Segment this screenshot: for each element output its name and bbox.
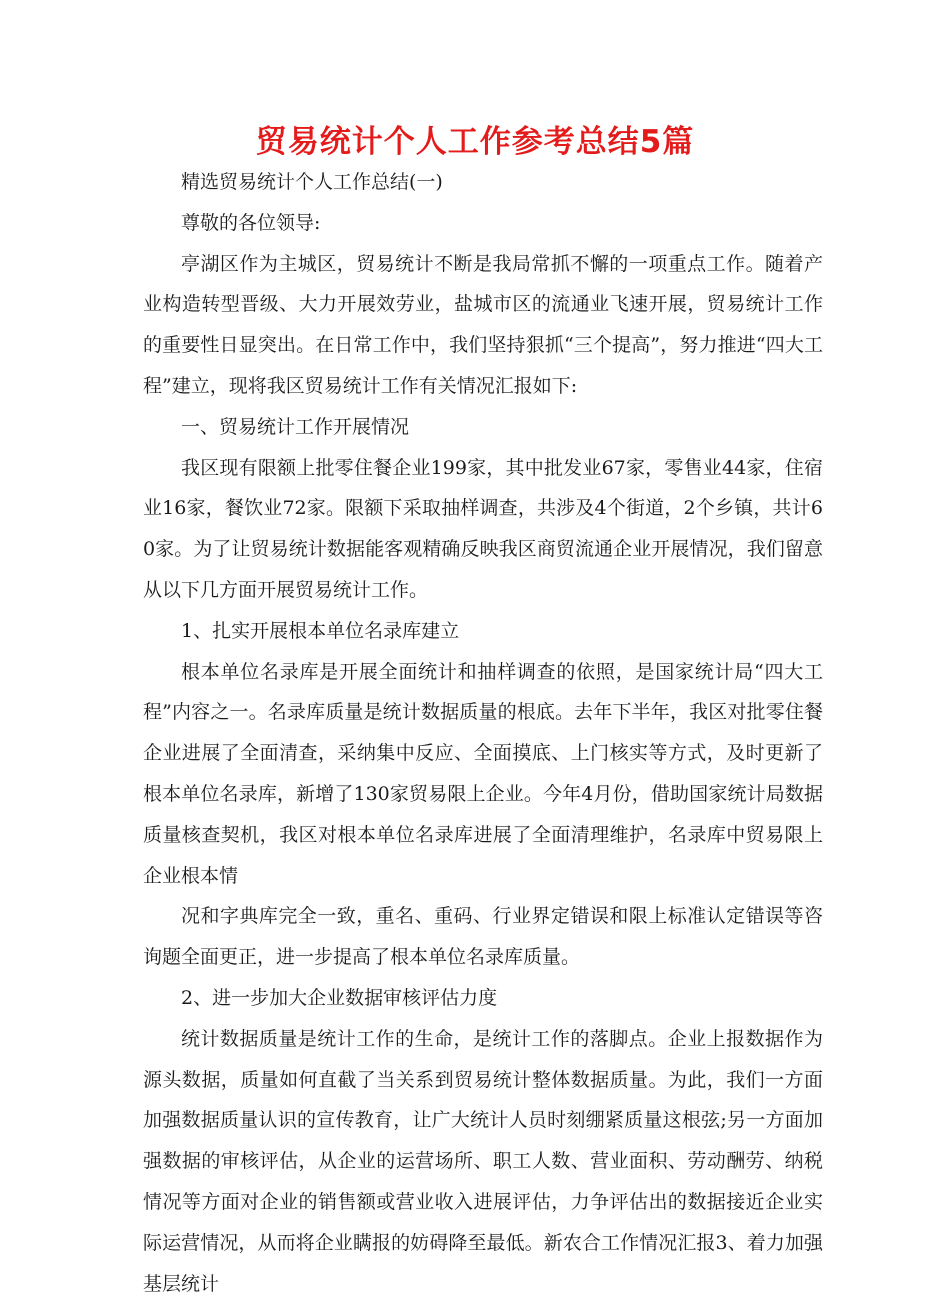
section-heading: 一、贸易统计工作开展情况 xyxy=(181,415,410,438)
subsection-heading: 1、扎实开展根本单位名录库建立 xyxy=(181,619,460,642)
document-title: 贸易统计个人工作参考总结5篇 xyxy=(255,124,695,160)
document-body xyxy=(143,162,823,1304)
section-heading: 精选贸易统计个人工作总结(一) xyxy=(181,171,443,193)
paragraph: 况和字典库完全一致，重名、重码、行业界定错误和限上标准认定错误等咨询题全面更正，进一步提高了根本单位名录库质量。 xyxy=(143,905,823,969)
paragraph: 亭湖区作为主城区，贸易统计不断是我局常抓不懈的一项重点工作。随着产业构造转型晋级、大力开展效劳业，盐城市区的流通业飞速开展，贸易统计工作的重要性日显突出。在日常工作中，我们坚持狠抓“三个提高”，努力推进“四大工程”建立，现将我区贸易统计工作有关情况汇报如下: xyxy=(143,252,823,397)
paragraph: 我区现有限额上批零住餐企业199家，其中批发业67家，零售业44家，住宿业16家，餐饮业72家。限额下采取抽样调查，共涉及4个街道，2个乡镇，共计60家。为了让贸易统计数据能客观精确反映我区商贸流通企业开展情况，我们留意从以下几方面开展贸易统计工作。 xyxy=(143,456,823,601)
paragraph: 根本单位名录库是开展全面统计和抽样调查的依照，是国家统计局“四大工程”内容之一。名录库质量是统计数据质量的根底。去年下半年，我区对批零住餐企业进展了全面清查，采纳集中反应、全面摸底、上门核实等方式，及时更新了根本单位名录库，新增了130家贸易限上企业。今年4月份，借助国家统计局数据质量核查契机，我区对根本单位名录库进展了全面清理维护，名录库中贸易限上企业根本情 xyxy=(143,660,823,887)
salutation: 尊敬的各位领导: xyxy=(181,211,321,234)
paragraph: 统计数据质量是统计工作的生命，是统计工作的落脚点。企业上报数据作为源头数据，质量如何直截了当关系到贸易统计整体数据质量。为此，我们一方面加强数据质量认识的宣传教育，让广大统计人员时刻绷紧质量这根弦;另一方面加强数据的审核评估，从企业的运营场所、职工人数、营业面积、劳动酬劳、纳税情况等方面对企业的销售额或营业收入进展评估，力争评估出的数据接近企业实际运营情况，从而将企业瞒报的妨碍降至最低。新农合工作情况汇报3、着力加强基层统计 xyxy=(143,1027,823,1295)
subsection-heading: 2、进一步加大企业数据审核评估力度 xyxy=(181,986,498,1009)
